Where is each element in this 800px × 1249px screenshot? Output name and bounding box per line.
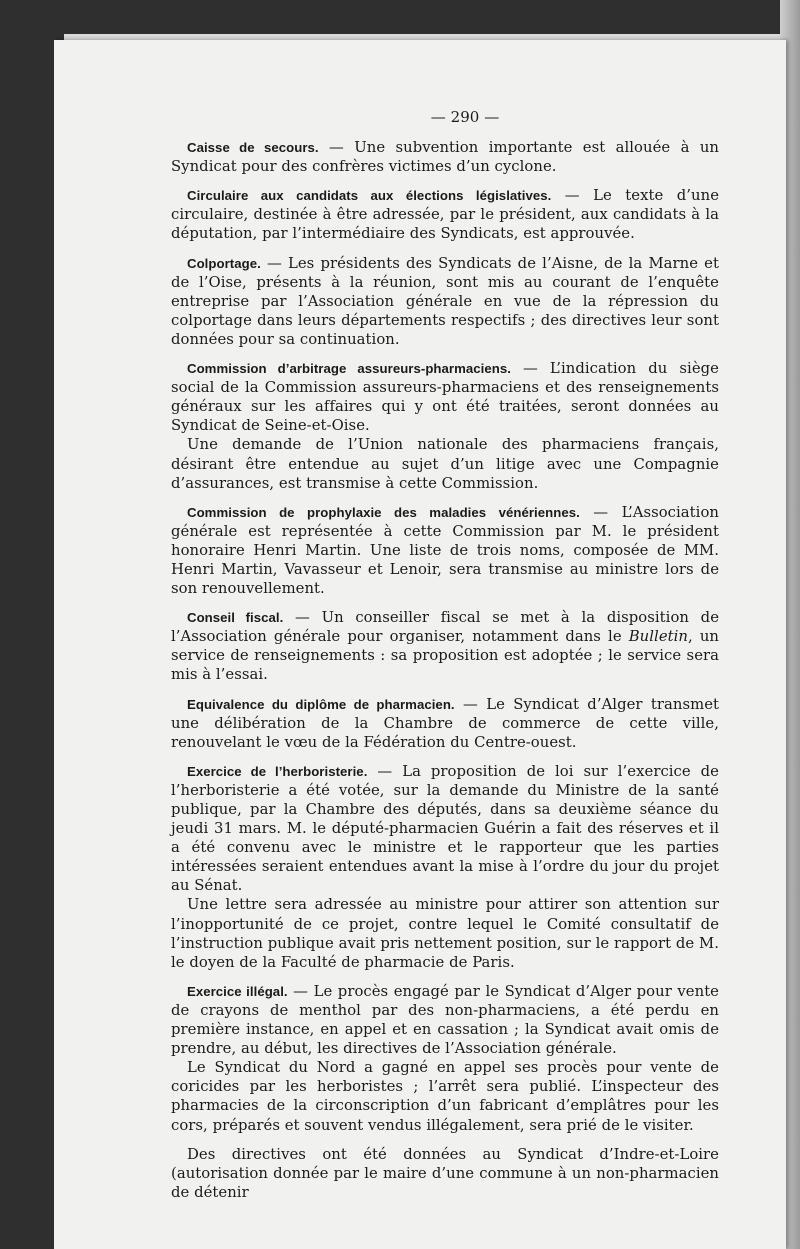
section-equivalence [171, 695, 719, 752]
section-heading: Circulaire aux candidats aux élections législatives. [187, 188, 552, 204]
section-text: — Le Syndicat d’Alger transmet une délibération de la Chambre de commerce de cette ville, renouvelant le vœu de la Fédération du Centre-ouest. [171, 695, 719, 751]
section-heading: Conseil fiscal. [187, 610, 284, 626]
section-text: — Le texte d’une circulaire, destinée à être adressée, par le président, aux candidats à la députation, par l’intermédiaire des Syndicats, est approuvée. [171, 187, 720, 243]
section-conseil-fiscal [171, 608, 719, 684]
section-herboristerie [171, 762, 719, 896]
section-colportage [171, 254, 719, 349]
section-caisse-de-secours [171, 138, 719, 176]
paragraph: Des directives ont été données au Syndicat d’Indre-et-Loire (autorisation donnée par le maire d’une commune à un non-pharmacien de détenir [171, 1145, 719, 1201]
section-text: — La proposition de loi sur l’exercice de l’herboristerie a été votée, sur la demande du Ministre de la santé publique, par la Chambre des députés, dans sa deuxième séance du jeudi 31 mars. M. le député-pharmacien Guérin a fait des réserves et il a été convenu avec le ministre et le rapporteur que les parties intéressées seraient entendues avant la mise à l’ordre du jour du projet au Sénat. [171, 762, 719, 895]
section-heading: Exercice de l’herboristerie. [187, 763, 368, 779]
section-circulaire [171, 186, 719, 243]
italic-title: Bulletin [628, 628, 688, 646]
section-heading: Commission d’arbitrage assureurs-pharmaciens. [187, 361, 511, 377]
section-text: — L’indication du siège social de la Commission assureurs-pharmaciens et des renseignements généraux sur les affaires qui y ont été traitées, seront données au Syndicat de Seine-et-Oise. [171, 360, 719, 435]
section-heading: Colportage. [187, 255, 261, 271]
section-heading: Caisse de secours. [187, 140, 319, 156]
section-exercice-illegal [171, 982, 719, 1058]
section-heading: Equivalence du diplôme de pharmacien. [187, 696, 455, 712]
section-commission-prophylaxie [171, 503, 719, 598]
page-content [171, 108, 719, 1212]
section-commission-arbitrage [171, 359, 719, 435]
paragraph: Une demande de l’Union nationale des pharmaciens français, désirant être entendue au sujet d’un litige avec une Compagnie d’assurances, est transmise à cette Commission. [171, 436, 719, 492]
section-text: — Une subvention importante est allouée à un Syndicat pour des confrères victimes d’un cyclone. [171, 139, 719, 176]
paragraph: Le Syndicat du Nord a gagné en appel ses procès pour vente de coricides par les herboristes ; l’arrêt sera publié. L’inspecteur des pharmacies de la circonscription d’un fabricant d’emplâtres pour les cors, préparés et souvent vendus illégalement, sera prié de le visiter. [171, 1059, 719, 1134]
paragraph: Une lettre sera adressée au ministre pour attirer son attention sur l’inopportunité de ce projet, contre lequel le Comité consultatif de l’instruction publique avait pris nettement position, sur le rapport de M. le doyen de la Faculté de pharmacie de Paris. [171, 896, 719, 971]
section-text: — Un conseiller fiscal se met à la disposition de l’Association générale pour organiser, notamment dans le [171, 609, 719, 646]
section-heading: Commission de prophylaxie des maladies vénériennes. [187, 504, 580, 520]
section-text: — L’Association générale est représentée à cette Commission par M. le président honoraire Henri Martin. Une liste de trois noms, composée de MM. Henri Martin, Vavasseur et Lenoir, sera transmise au ministre lors de son renouvellement. [171, 503, 719, 598]
page-number: — 290 — [430, 108, 500, 126]
section-text: — Le procès engagé par le Syndicat d’Alger pour vente de crayons de menthol par des non-pharmaciens, a été perdu en première instance, en appel et en cassation ; la Syndicat avait omis de prendre, au début, les directives de l’Association générale. [171, 982, 719, 1058]
section-text: , un service de renseignements : sa proposition est adoptée ; le service sera mis à l’essai. [171, 628, 720, 684]
section-heading: Exercice illégal. [187, 983, 288, 999]
section-text: — Les présidents des Syndicats de l’Aisne, de la Marne et de l’Oise, présents à la réunion, sont mis au courant de l’enquête entreprise par l’Association générale en vue de la répression du colportage dans leurs départements respectifs ; des directives leur sont données pour sa continuation. [171, 254, 719, 348]
